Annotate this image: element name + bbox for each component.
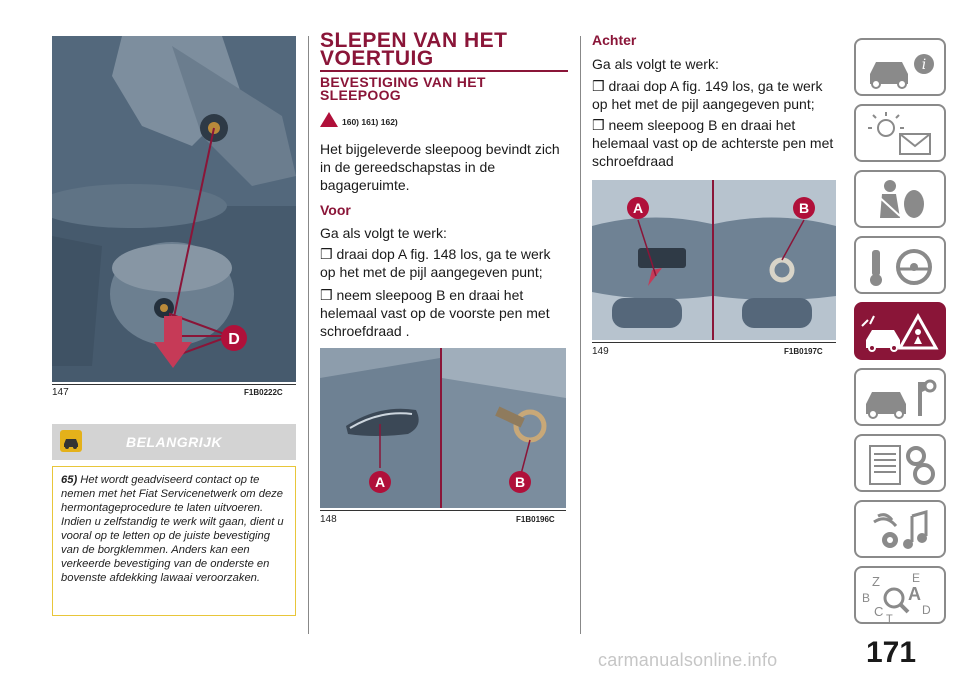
tab-maintenance[interactable] — [854, 368, 946, 426]
index-letter-d: D — [922, 603, 931, 617]
tab-emergency[interactable] — [854, 302, 946, 360]
figure-149-number: 149 — [592, 346, 609, 357]
rear-lead: Ga als volgt te werk: — [592, 56, 719, 72]
index-letter-e: E — [912, 571, 921, 585]
front-bumper-illustration — [320, 348, 566, 508]
callout-d-label: D — [228, 331, 240, 348]
index-letter-a: A — [908, 584, 921, 604]
index-letter-t: T — [886, 613, 893, 625]
front-heading: Voor — [320, 202, 351, 218]
safety-airbag-icon — [856, 172, 948, 230]
intro-paragraph: Het bijgeleverde sleepoog bevindt zich in de gereedschapstas in de bagageruimte. — [320, 141, 560, 193]
page-title-line-2: VOERTUIG — [320, 47, 434, 70]
callout-b-label-148: B — [514, 474, 526, 490]
steering-column-illustration — [52, 36, 296, 382]
tab-index[interactable] — [854, 566, 946, 624]
section-title — [320, 76, 570, 102]
rear-heading: Achter — [592, 32, 637, 48]
figure-148-code: F1B0196C — [516, 515, 555, 524]
emergency-icon — [856, 304, 948, 362]
tab-technical-data[interactable] — [854, 434, 946, 492]
column-divider-right — [580, 36, 581, 634]
figure-147-caption-rule — [52, 384, 296, 385]
figure-149-caption-rule — [592, 342, 836, 343]
car-info-icon — [856, 40, 948, 98]
index-letter-b: B — [862, 591, 871, 605]
figure-148-number: 148 — [320, 514, 337, 525]
page-title-line-1: SLEPEN VAN HET — [320, 29, 508, 52]
page-title — [320, 29, 570, 70]
section-title-line-2: SLEEPOOG — [320, 87, 401, 103]
section-title-line-1: BEVESTIGING VAN HET — [320, 74, 486, 90]
tab-multimedia[interactable] — [854, 500, 946, 558]
figure-147-number: 147 — [52, 387, 69, 398]
page-number: 171 — [866, 636, 917, 669]
multimedia-icon — [856, 502, 948, 560]
dashboard-lights-icon — [856, 106, 948, 164]
starting-driving-icon — [856, 238, 948, 296]
technical-data-icon — [856, 436, 948, 494]
warning-note — [52, 466, 296, 616]
title-underline — [320, 70, 568, 72]
index-letter-c: C — [874, 604, 884, 619]
references-text: 160) 161) 162) — [342, 117, 398, 127]
warning-note-body: Het wordt geadviseerd contact op te nemen met het Fiat Servicenetwerk om deze hermontageprocedure te laten uitvoeren. Indien u zelfstandig te werk wilt gaan, dient u vooral op te letten op de juiste bevestiging van de borgklemmen. Anders kan een verkeerde bevestiging van de onderste en bovenste afdekking lawaai veroorzaken. — [61, 474, 284, 584]
tab-car-info[interactable] — [854, 38, 946, 96]
warning-note-text — [61, 473, 287, 585]
index-letter-z: Z — [872, 574, 880, 589]
watermark: carmanualsonline.info — [598, 650, 778, 670]
warning-header — [52, 424, 296, 460]
front-lead: Ga als volgt te werk: — [320, 225, 447, 241]
rear-bumper-illustration — [592, 180, 836, 340]
column-divider-left — [308, 36, 309, 634]
rear-step-2: ❒ neem sleepoog B en draai het helemaal vast op de achterste pen met schroefdraad — [592, 117, 834, 169]
warning-note-number: 65) — [61, 474, 78, 486]
maintenance-icon — [856, 370, 948, 428]
figure-149-code: F1B0197C — [784, 347, 823, 356]
figure-147-image — [52, 36, 296, 382]
index-icon — [856, 568, 948, 626]
warning-triangle-icon — [320, 112, 338, 127]
warning-references — [320, 112, 398, 127]
figure-149-image — [592, 180, 836, 340]
tab-safety[interactable] — [854, 170, 946, 228]
front-step-1: ❒ draai dop A fig. 148 los, ga te werk op het met de pijl aangegeven punt; — [320, 246, 551, 280]
figure-148-image — [320, 348, 566, 508]
front-step-2: ❒ neem sleepoog B en draai het helemaal vast op de voorste pen met schroefdraad . — [320, 287, 550, 339]
warning-title: BELANGRIJK — [125, 434, 222, 450]
callout-a-label-148: A — [374, 474, 386, 490]
callout-b-label-149: B — [798, 200, 810, 216]
svg-text:i: i — [921, 57, 927, 73]
tab-dashboard-lights[interactable] — [854, 104, 946, 162]
tab-starting-driving[interactable] — [854, 236, 946, 294]
figure-148-caption-rule — [320, 510, 566, 511]
callout-a-label-149: A — [632, 200, 644, 216]
rear-step-1: ❒ draai dop A fig. 149 los, ga te werk op het met de pijl aangegeven punt; — [592, 78, 823, 112]
figure-147-code: F1B0222C — [244, 388, 283, 397]
